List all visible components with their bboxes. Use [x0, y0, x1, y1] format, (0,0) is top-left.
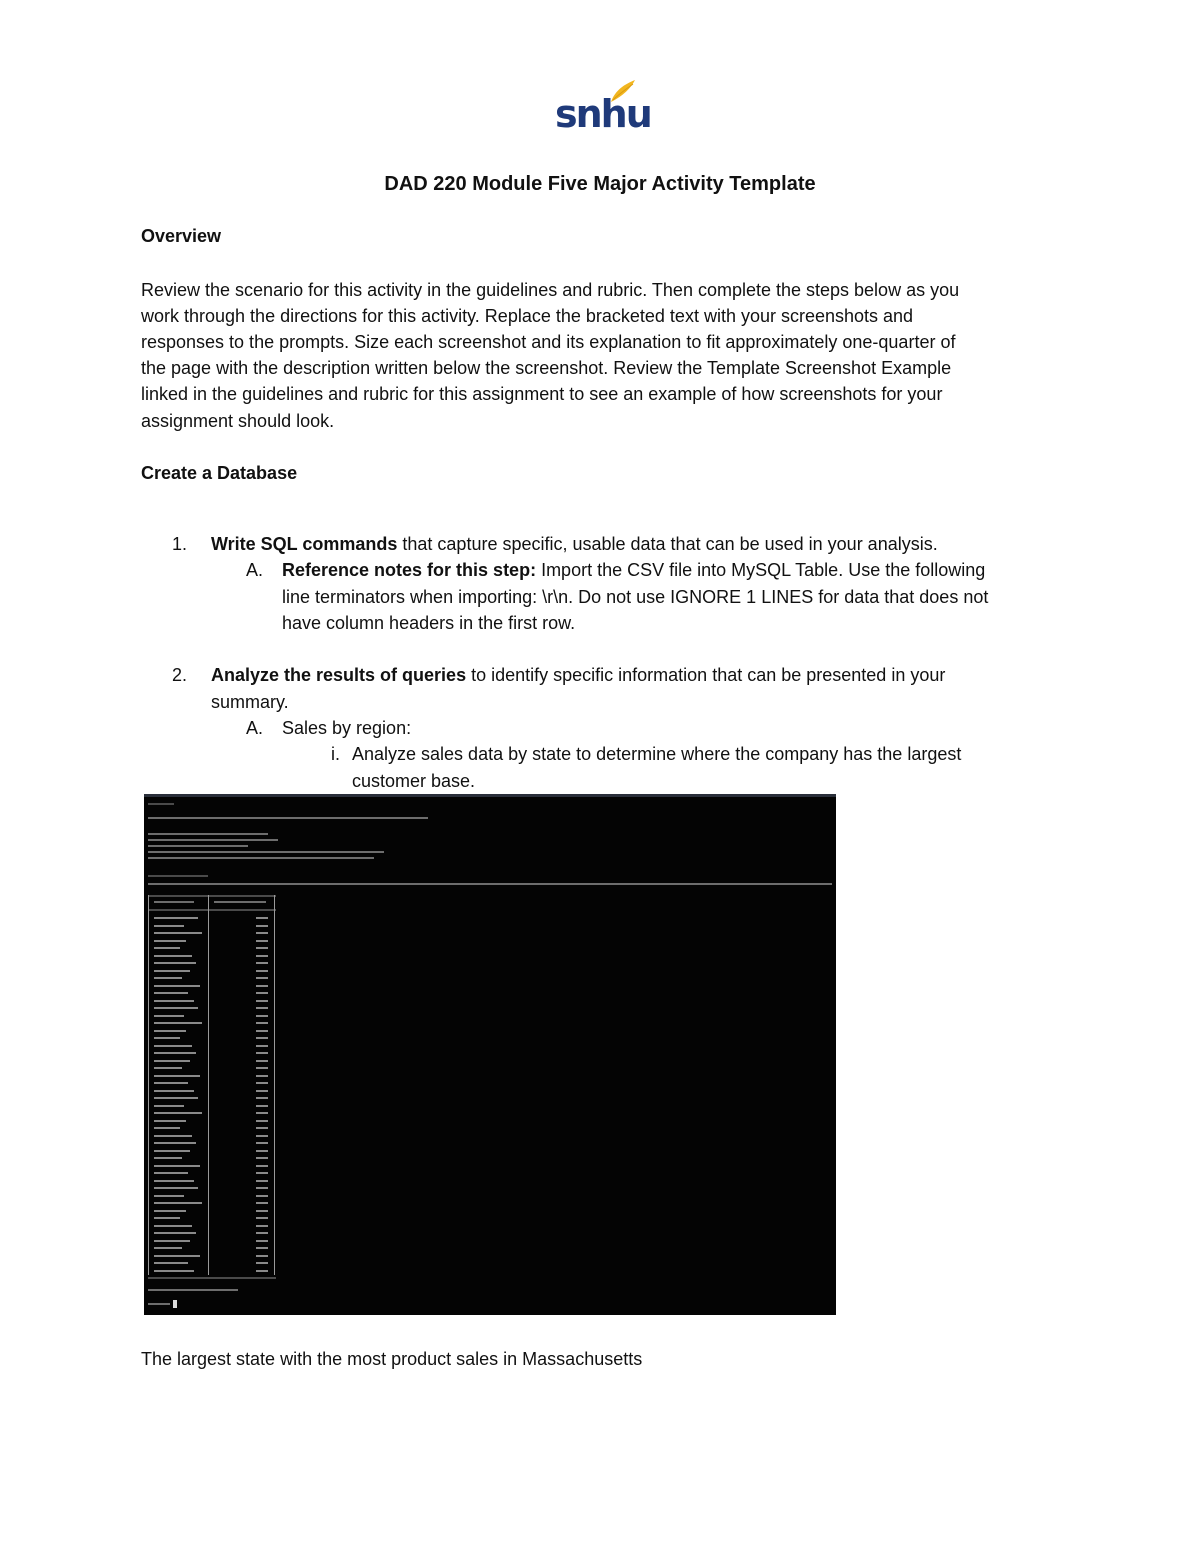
terminal-row-value — [256, 1232, 268, 1234]
terminal-row-label — [154, 940, 186, 942]
step2-bold: Analyze the results of queries — [211, 665, 467, 685]
conclusion-text: The largest state with the most product sales in Massachusetts — [141, 1349, 643, 1369]
terminal-row-value — [256, 1105, 268, 1107]
terminal-row-label — [154, 1165, 200, 1167]
terminal-row-value — [256, 1052, 268, 1054]
overview-heading: Overview — [141, 226, 222, 246]
terminal-row-label — [154, 1150, 190, 1152]
terminal-row-label — [154, 1172, 188, 1174]
terminal-row-label — [154, 947, 180, 949]
terminal-row-label — [154, 1075, 200, 1077]
step2-sub-text: Sales by region: — [282, 718, 412, 738]
terminal-row-label — [154, 1187, 198, 1189]
terminal-text-line — [148, 803, 174, 805]
step2-line2: summary. — [211, 692, 289, 712]
terminal-prompt — [148, 1303, 170, 1305]
terminal-row-label — [154, 1127, 180, 1129]
terminal-row-label — [154, 1000, 194, 1002]
terminal-row-label — [154, 1067, 182, 1069]
terminal-row-label — [154, 992, 188, 994]
terminal-row-label — [154, 1240, 190, 1242]
terminal-text-line — [148, 817, 428, 819]
terminal-row-value — [256, 1187, 268, 1189]
terminal-row-label — [154, 1195, 184, 1197]
terminal-row-value — [256, 1255, 268, 1257]
terminal-row-value — [256, 1015, 268, 1017]
terminal-row-label — [154, 1082, 188, 1084]
overview-line: responses to the prompts. Size each screenshot and its explanation to fit approximately one-quarter of — [141, 332, 956, 352]
terminal-row-value — [256, 1240, 268, 1242]
terminal-row-label — [154, 932, 202, 934]
terminal-row-value — [256, 955, 268, 957]
step2-item-line: customer base. — [352, 771, 476, 791]
terminal-row-label — [154, 977, 182, 979]
terminal-text-line — [148, 851, 384, 853]
terminal-row-value — [256, 1067, 268, 1069]
terminal-row-label — [154, 917, 198, 919]
terminal-row-label — [154, 1015, 184, 1017]
step2-text — [211, 662, 1071, 688]
terminal-row-label — [154, 1180, 194, 1182]
terminal-row-value — [256, 962, 268, 964]
terminal-row-value — [256, 947, 268, 949]
terminal-row-label — [154, 1262, 188, 1264]
terminal-header-cell — [214, 901, 266, 903]
roman-numeral: i. — [331, 744, 340, 764]
terminal-row-value — [256, 1045, 268, 1047]
terminal-row-value — [256, 1090, 268, 1092]
terminal-row-label — [154, 925, 184, 927]
terminal-row-value — [256, 917, 268, 919]
overview-line: linked in the guidelines and rubric for this assignment to see an example of how screenshots for your — [141, 384, 943, 404]
terminal-text-line — [148, 875, 208, 877]
terminal-screenshot — [144, 794, 836, 1315]
overview-line: the page with the description written below the screenshot. Review the Template Screenshot Example — [141, 358, 952, 378]
terminal-row-value — [256, 1060, 268, 1062]
terminal-row-label — [154, 1247, 182, 1249]
sub-letter: A. — [246, 560, 264, 580]
terminal-row-value — [256, 1262, 268, 1264]
terminal-row-value — [256, 1217, 268, 1219]
terminal-row-value — [256, 1037, 268, 1039]
terminal-text-line — [148, 845, 248, 847]
terminal-row-label — [154, 1045, 192, 1047]
terminal-row-label — [154, 1270, 194, 1272]
terminal-row-value — [256, 1195, 268, 1197]
terminal-row-value — [256, 1180, 268, 1182]
terminal-row-value — [256, 1202, 268, 1204]
terminal-row-label — [154, 1052, 196, 1054]
step2-item-line: Analyze sales data by state to determine where the company has the largest — [352, 744, 962, 764]
terminal-row-value — [256, 1150, 268, 1152]
terminal-row-label — [154, 1202, 202, 1204]
overview-line: work through the directions for this activity. Replace the bracketed text with your screenshots and — [141, 306, 914, 326]
terminal-row-label — [154, 1142, 196, 1144]
terminal-row-label — [154, 1255, 200, 1257]
terminal-row-label — [154, 1060, 190, 1062]
terminal-row-label — [154, 1157, 182, 1159]
terminal-row-value — [256, 1097, 268, 1099]
terminal-cursor — [173, 1300, 177, 1308]
terminal-text-line — [148, 857, 374, 859]
terminal-row-label — [154, 1210, 186, 1212]
snhu-logo — [555, 78, 651, 136]
terminal-row-label — [154, 1097, 198, 1099]
terminal-row-label — [154, 1037, 180, 1039]
terminal-table-border — [148, 895, 149, 1275]
step2-rest: to identify specific information that can be presented in your — [466, 665, 946, 685]
step1-text — [211, 531, 1071, 557]
terminal-row-value — [256, 1270, 268, 1272]
terminal-table-border — [274, 895, 275, 1275]
step1-sub-line: have column headers in the first row. — [282, 613, 576, 633]
terminal-row-value — [256, 1135, 268, 1137]
terminal-row-label — [154, 1022, 202, 1024]
terminal-row-value — [256, 1075, 268, 1077]
terminal-text-line — [148, 833, 268, 835]
terminal-text-line — [148, 1289, 238, 1291]
terminal-row-label — [154, 1030, 186, 1032]
terminal-row-value — [256, 1157, 268, 1159]
step-number: 2. — [172, 665, 188, 685]
terminal-row-value — [256, 1247, 268, 1249]
terminal-row-label — [154, 1105, 184, 1107]
terminal-row-label — [154, 1112, 202, 1114]
terminal-row-value — [256, 1120, 268, 1122]
sub-letter: A. — [246, 718, 264, 738]
document-title: DAD 220 Module Five Major Activity Template — [384, 173, 816, 195]
terminal-row-value — [256, 1082, 268, 1084]
step1-sub-bold: Reference notes for this step: — [282, 560, 537, 580]
terminal-row-label — [154, 1007, 198, 1009]
overview-line: assignment should look. — [141, 411, 335, 431]
terminal-row-label — [154, 1217, 180, 1219]
terminal-border-line — [148, 895, 276, 897]
terminal-border-line — [148, 909, 276, 911]
terminal-row-value — [256, 1165, 268, 1167]
terminal-row-label — [154, 962, 196, 964]
step1-bold: Write SQL commands — [211, 534, 398, 554]
terminal-border-line — [148, 1277, 276, 1279]
step1-sub-line — [282, 557, 1072, 583]
terminal-row-value — [256, 970, 268, 972]
terminal-row-label — [154, 970, 190, 972]
terminal-row-label — [154, 955, 192, 957]
terminal-query-line — [148, 883, 832, 885]
terminal-row-label — [154, 1225, 192, 1227]
terminal-row-value — [256, 932, 268, 934]
terminal-row-value — [256, 1112, 268, 1114]
terminal-row-value — [256, 977, 268, 979]
terminal-row-value — [256, 1007, 268, 1009]
logo-text: snhu — [555, 92, 651, 136]
terminal-row-value — [256, 992, 268, 994]
terminal-row-value — [256, 940, 268, 942]
step1-sub-rest: Import the CSV file into MySQL Table. Use the following — [536, 560, 986, 580]
terminal-row-value — [256, 1225, 268, 1227]
terminal-row-label — [154, 1120, 186, 1122]
terminal-row-value — [256, 925, 268, 927]
terminal-row-value — [256, 1022, 268, 1024]
terminal-row-label — [154, 1232, 196, 1234]
terminal-row-value — [256, 985, 268, 987]
section-heading: Create a Database — [141, 463, 298, 483]
terminal-row-value — [256, 1172, 268, 1174]
terminal-text-line — [148, 839, 278, 841]
step1-rest: that capture specific, usable data that can be used in your analysis. — [397, 534, 938, 554]
terminal-row-label — [154, 1135, 192, 1137]
terminal-row-value — [256, 1030, 268, 1032]
terminal-row-value — [256, 1210, 268, 1212]
terminal-row-value — [256, 1142, 268, 1144]
terminal-header-cell — [154, 901, 194, 903]
terminal-row-value — [256, 1000, 268, 1002]
terminal-table-border — [208, 895, 209, 1275]
step1-sub-line: line terminators when importing: \r\n. Do not use IGNORE 1 LINES for data that does not — [282, 587, 989, 607]
step-number: 1. — [172, 534, 188, 554]
terminal-row-value — [256, 1127, 268, 1129]
overview-line: Review the scenario for this activity in the guidelines and rubric. Then complete the steps below as you — [141, 280, 960, 300]
terminal-row-label — [154, 1090, 194, 1092]
terminal-row-label — [154, 985, 200, 987]
